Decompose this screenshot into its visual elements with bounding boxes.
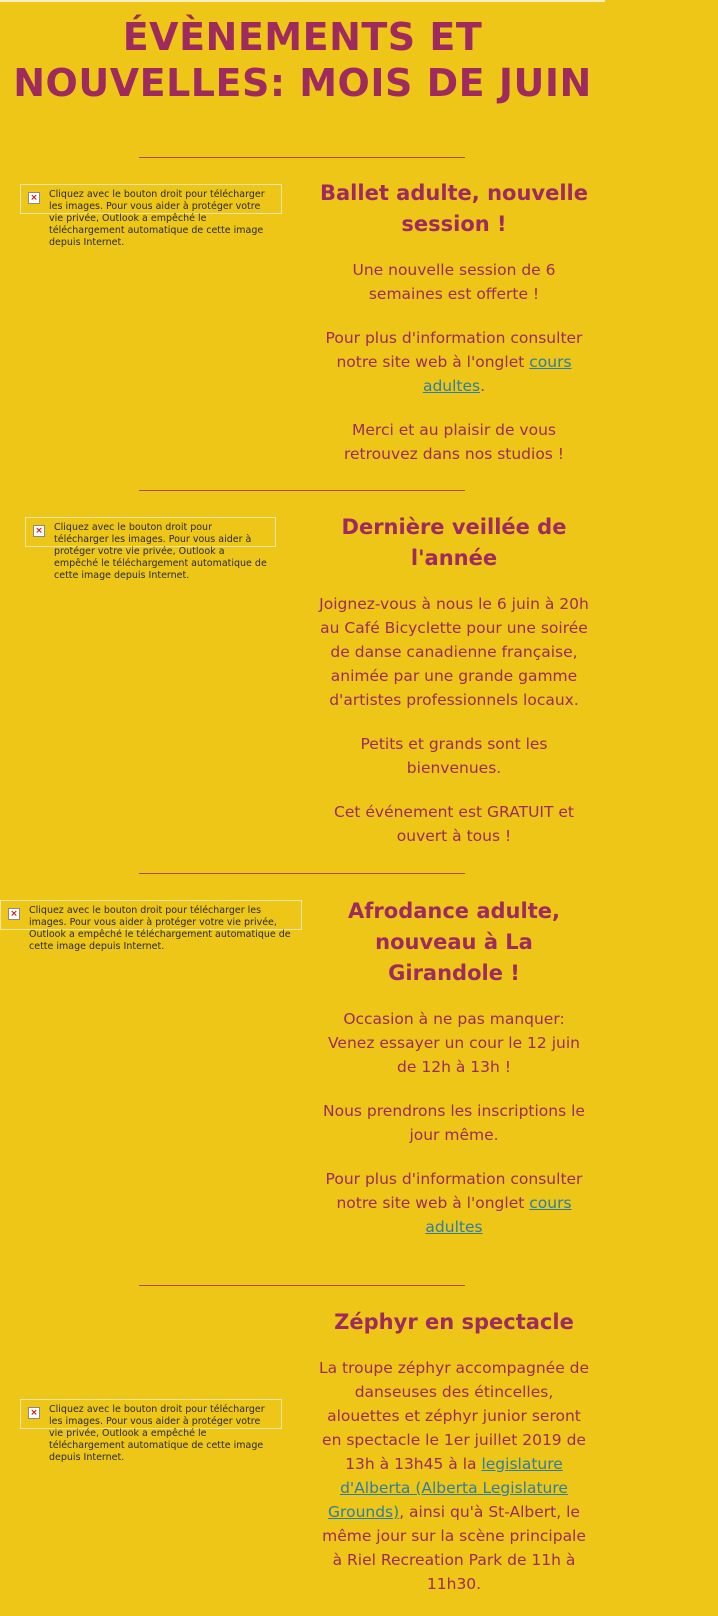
broken-image-icon: × — [8, 908, 20, 920]
blocked-image-placeholder[interactable] — [20, 184, 282, 248]
section-divider — [139, 1285, 465, 1286]
section-paragraph: Occasion à ne pas manquer: Venez essayer un cour le 12 juin de 12h à 13h ! — [328, 1010, 580, 1076]
cours-adultes-link[interactable]: cours adultes — [422, 353, 572, 395]
section-paragraph — [318, 1167, 590, 1239]
image-placeholder-text: Cliquez avec le bouton droit pour télécharger les images. Pour vous aider à protéger votre vie privée, Outlook a empêché le téléchargement automatique de cette image depuis Internet. — [49, 189, 265, 248]
image-placeholder-text: Cliquez avec le bouton droit pour télécharger les images. Pour vous aider à protéger votre vie privée, Outlook a empêché le téléchargement automatique de cette image depuis Internet. — [54, 522, 267, 581]
broken-image-icon: × — [28, 1407, 40, 1419]
blocked-image-placeholder[interactable] — [20, 1399, 282, 1463]
section-heading: Afrodance adulte, nouveau à La Girandole ! — [348, 899, 560, 985]
section-paragraph: Petits et grands sont les bienvenues. — [360, 735, 548, 777]
alberta-legislature-link[interactable]: legislature d'Alberta (Alberta Legislature Grounds) — [328, 1455, 568, 1521]
image-placeholder-text: Cliquez avec le bouton droit pour télécharger les images. Pour vous aider à protéger votre vie privée, Outlook a empêché le téléchargement automatique de cette image depuis Internet. — [49, 1404, 265, 1463]
section-afrodance-adulte — [318, 896, 590, 1259]
section-divider — [139, 873, 465, 874]
paragraph-text: , ainsi qu'à St-Albert, le même jour sur la scène principale à Riel Recreation Park de 11h à 11h30. — [322, 1503, 586, 1593]
section-zephyr-en-spectacle — [318, 1307, 590, 1616]
section-derniere-veillee — [318, 512, 590, 868]
section-heading: Ballet adulte, nouvelle session ! — [320, 181, 588, 236]
section-paragraph: Une nouvelle session de 6 semaines est offerte ! — [352, 261, 556, 303]
blocked-image-placeholder[interactable] — [25, 517, 276, 581]
broken-image-icon: × — [33, 525, 45, 537]
blocked-image-placeholder[interactable] — [0, 900, 302, 952]
page-title: ÉVÈNEMENTS ET NOUVELLES: MOIS DE JUIN — [13, 15, 592, 105]
top-border-line — [0, 0, 605, 2]
section-divider — [139, 490, 465, 491]
section-paragraph — [318, 1356, 590, 1596]
paragraph-text: Pour plus d'information consulter notre site web à l'onglet — [325, 1170, 583, 1212]
section-paragraph: Nous prendrons les inscriptions le jour même. — [323, 1102, 585, 1144]
section-divider — [139, 157, 465, 158]
section-heading: Zéphyr en spectacle — [334, 1310, 574, 1334]
cours-adultes-link[interactable]: cours adultes — [425, 1194, 572, 1236]
section-paragraph: Merci et au plaisir de vous retrouvez dans nos studios ! — [343, 421, 565, 463]
section-heading: Dernière veillée de l'année — [341, 515, 567, 570]
section-paragraph — [318, 326, 590, 398]
paragraph-text: Pour plus d'information consulter notre site web à l'onglet — [325, 329, 583, 371]
image-placeholder-text: Cliquez avec le bouton droit pour télécharger les images. Pour vous aider à protéger votre vie privée, Outlook a empêché le téléchargement automatique de cette image depuis Internet. — [29, 905, 291, 952]
section-paragraph: Cet événement est GRATUIT et ouvert à tous ! — [334, 803, 574, 845]
broken-image-icon: × — [28, 192, 40, 204]
section-ballet-adulte — [318, 178, 590, 486]
paragraph-text: . — [480, 377, 486, 395]
paragraph-text: La troupe zéphyr accompagnée de danseuses des étincelles, alouettes et zéphyr junior seront en spectacle le 1er juillet 2019 de 13h à 13h45 à la — [318, 1359, 590, 1473]
section-paragraph: Joignez-vous à nous le 6 juin à 20h au Café Bicyclette pour une soirée de danse canadienne française, animée par une grande gamme d'artistes professionnels locaux. — [319, 595, 589, 709]
